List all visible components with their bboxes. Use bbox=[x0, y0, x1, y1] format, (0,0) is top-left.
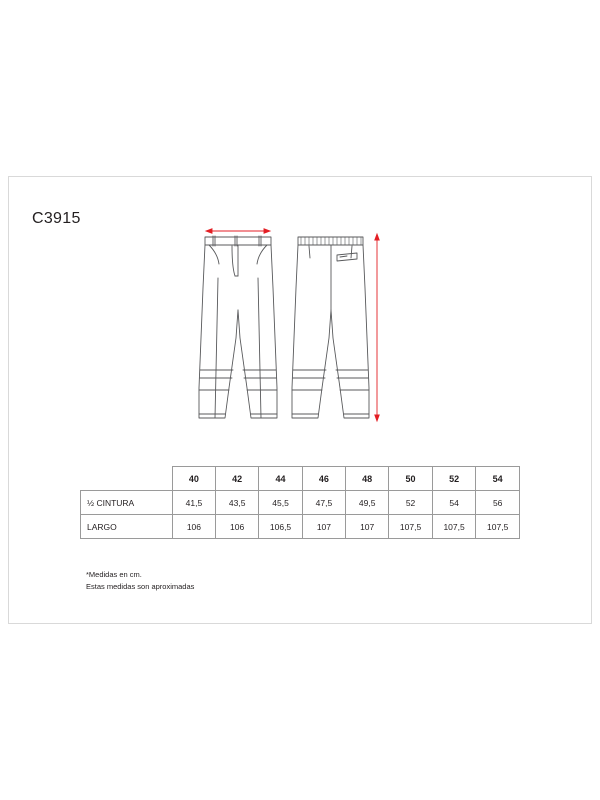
size-header-48: 48 bbox=[346, 467, 389, 491]
table-corner-cell bbox=[81, 467, 173, 491]
length-value-44: 106,5 bbox=[259, 515, 303, 539]
table-row bbox=[81, 515, 520, 539]
footnote-line-2: Estas medidas son aproximadas bbox=[86, 581, 195, 591]
waist-value-50: 52 bbox=[389, 491, 433, 515]
size-header-52: 52 bbox=[432, 467, 476, 491]
size-header-42: 42 bbox=[216, 467, 259, 491]
technical-drawing bbox=[185, 218, 400, 443]
length-value-50: 107,5 bbox=[389, 515, 433, 539]
length-value-54: 107,5 bbox=[476, 515, 520, 539]
trouser-front-view bbox=[199, 236, 277, 418]
table-row bbox=[81, 491, 520, 515]
page-title: C3915 bbox=[32, 210, 81, 227]
waist-value-52: 54 bbox=[432, 491, 476, 515]
waist-value-42: 43,5 bbox=[216, 491, 259, 515]
row-label-length: LARGO bbox=[81, 515, 173, 539]
length-value-40: 106 bbox=[172, 515, 215, 539]
measurements-table bbox=[80, 466, 520, 539]
size-header-46: 46 bbox=[302, 467, 345, 491]
length-value-52: 107,5 bbox=[432, 515, 476, 539]
waist-value-44: 45,5 bbox=[259, 491, 303, 515]
size-header-44: 44 bbox=[259, 467, 303, 491]
waist-value-40: 41,5 bbox=[172, 491, 215, 515]
footnote bbox=[86, 569, 194, 592]
row-label-waist: ½ CINTURA bbox=[81, 491, 173, 515]
size-header-50: 50 bbox=[389, 467, 433, 491]
waist-value-46: 47,5 bbox=[302, 491, 345, 515]
size-header-54: 54 bbox=[476, 467, 520, 491]
length-measure-arrow bbox=[375, 234, 379, 421]
trouser-back-view bbox=[292, 237, 369, 418]
footnote-line-1: *Medidas en cm. bbox=[86, 570, 142, 579]
size-header-40: 40 bbox=[172, 467, 215, 491]
waist-value-48: 49,5 bbox=[346, 491, 389, 515]
length-value-48: 107 bbox=[346, 515, 389, 539]
waist-value-54: 56 bbox=[476, 491, 520, 515]
length-value-42: 106 bbox=[216, 515, 259, 539]
half-waist-measure-arrow bbox=[206, 229, 270, 233]
length-value-46: 107 bbox=[302, 515, 345, 539]
table-header-row bbox=[81, 467, 520, 491]
